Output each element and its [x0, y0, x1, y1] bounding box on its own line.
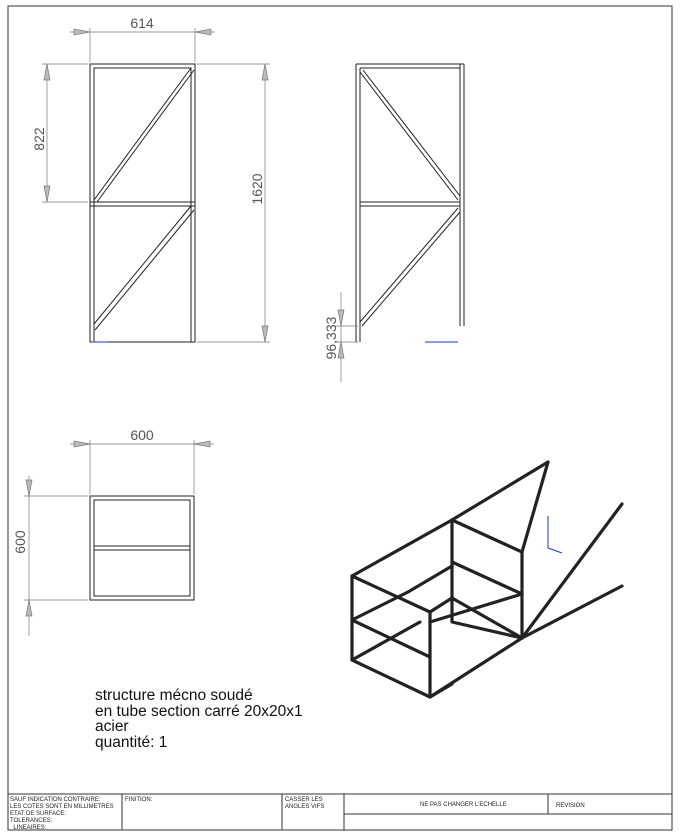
dim-top-width-label: 600 — [130, 427, 154, 443]
note-line: quantité: 1 — [95, 733, 168, 751]
tolerance-line: TOLERANCES: — [10, 818, 53, 824]
tolerance-line: SAUF INDICATION CONTRAIRE: — [10, 797, 101, 803]
revision-label: REVISION — [556, 803, 585, 809]
general-tolerances-block — [10, 797, 114, 832]
edges-line: CASSER LES — [285, 797, 323, 803]
dim-front-upper-height — [42, 64, 88, 202]
dim-top-width — [70, 440, 214, 494]
coordinate-triad — [548, 516, 562, 553]
note-line: en tube section carré 20x20x1 — [95, 702, 303, 720]
finish-label: FINITION: — [125, 797, 153, 803]
side-view — [356, 64, 464, 342]
no-scale-label: NE PAS CHANGER L'ECHELLE — [420, 802, 507, 808]
dim-side-offset-label: 96,333 — [323, 316, 339, 360]
note-line: structure mécno soudé — [95, 687, 253, 704]
edges-note — [285, 797, 324, 811]
dim-top-depth — [24, 476, 88, 636]
edges-line: ANGLES VIFS — [285, 804, 325, 810]
dim-top-depth-label: 600 — [12, 530, 28, 554]
dim-front-width — [70, 28, 215, 62]
tolerance-line: ETAT DE SURFACE: — [10, 811, 67, 817]
dim-front-width-label: 614 — [130, 15, 154, 31]
top-view — [90, 496, 194, 600]
note-line: acier — [95, 718, 129, 735]
isometric-view — [352, 462, 622, 697]
front-view — [90, 64, 195, 342]
dim-total-height-label: 1620 — [249, 173, 265, 205]
tolerance-line: LES COTES SONT EN MILLIMETRES — [10, 804, 114, 810]
tolerance-line: LINEAIRES: — [10, 825, 47, 831]
dim-front-upper-height-label: 822 — [31, 127, 47, 151]
drawing-notes — [95, 688, 303, 750]
